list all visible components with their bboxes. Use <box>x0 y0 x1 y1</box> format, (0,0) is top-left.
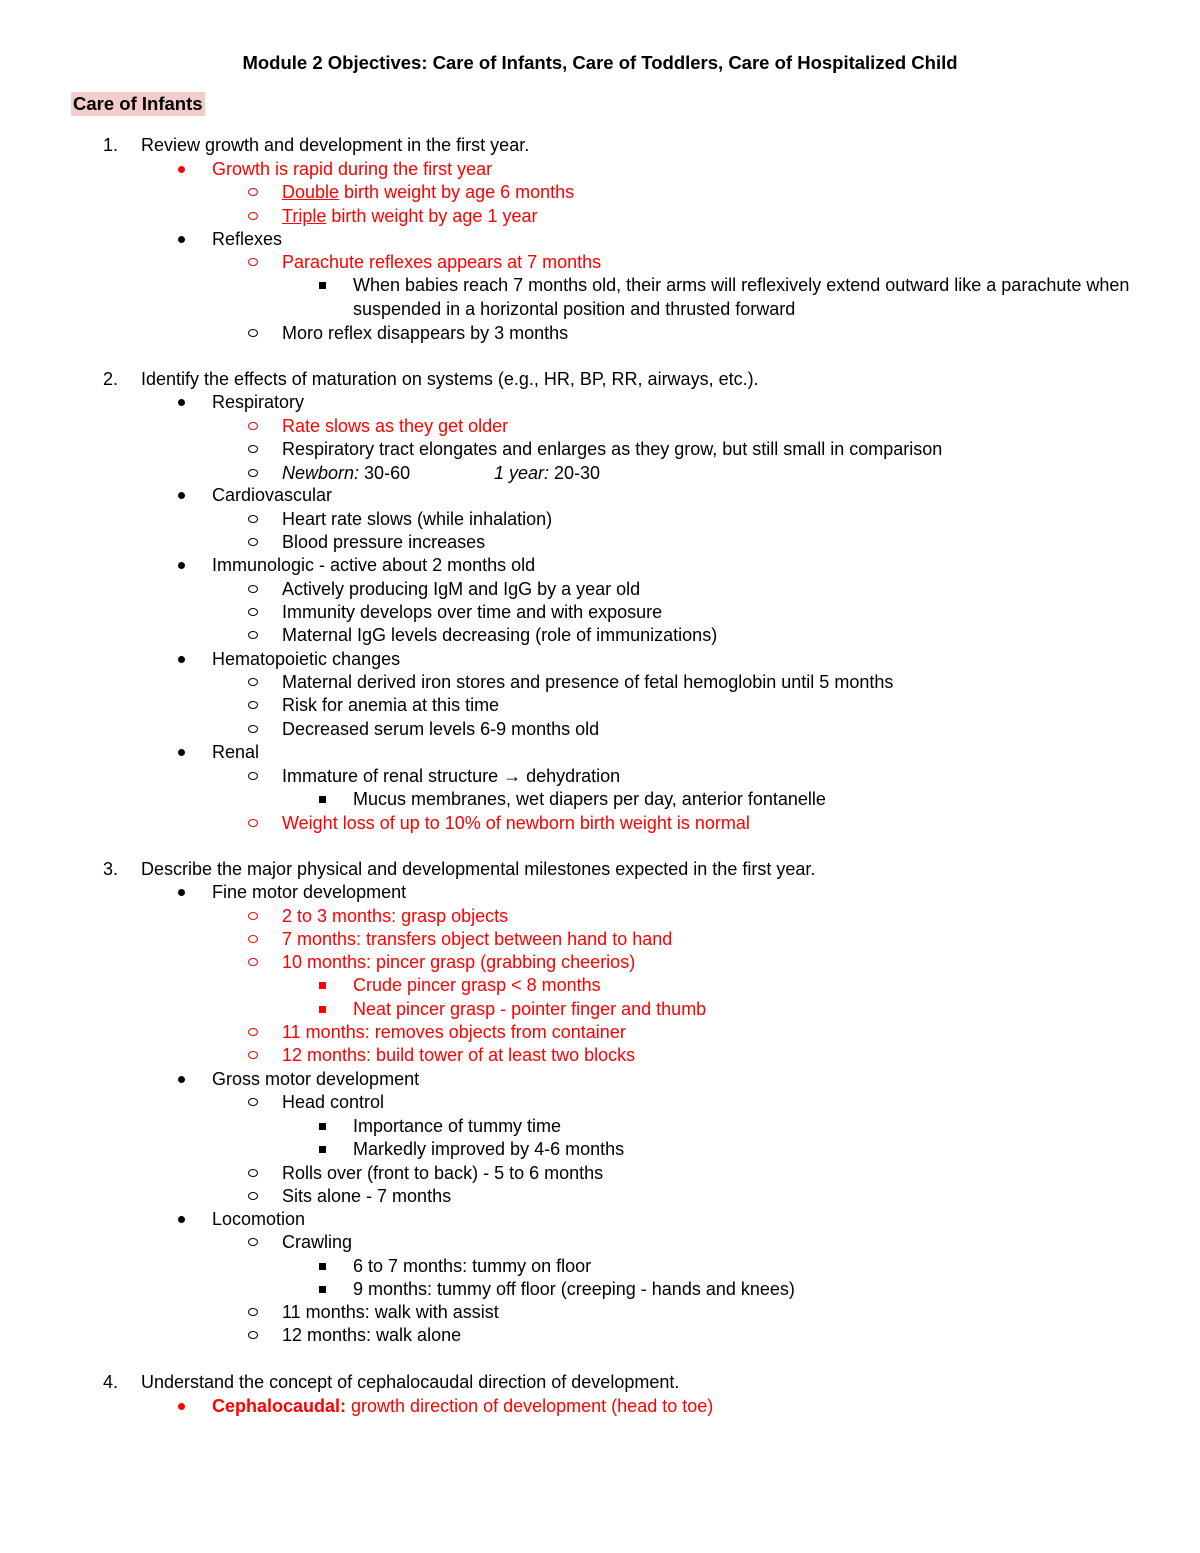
list-item: Immunity develops over time and with exposure <box>282 600 662 624</box>
list-item: Rate slows as they get older <box>282 414 508 438</box>
list-item: Mucus membranes, wet diapers per day, anterior fontanelle <box>353 787 826 811</box>
list-item: Risk for anemia at this time <box>282 693 499 717</box>
list-item: Immunologic - active about 2 months old <box>212 553 535 577</box>
list-item: 10 months: pincer grasp (grabbing cheerios) <box>282 950 635 974</box>
list-item: 11 months: removes objects from container <box>282 1020 626 1044</box>
objective-number: 1. <box>103 135 119 155</box>
list-item: Maternal derived iron stores and presence of fetal hemoglobin until 5 months <box>282 670 893 694</box>
list-item: 7 months: transfers object between hand to hand <box>282 927 672 951</box>
list-item: Crude pincer grasp < 8 months <box>353 973 601 997</box>
objective-text: Describe the major physical and developmental milestones expected in the first year. <box>141 859 816 879</box>
list-item: When babies reach 7 months old, their arms will reflexively extend outward like a parachute when <box>353 273 1129 297</box>
list-item: Renal <box>212 740 259 764</box>
list-item: Maternal IgG levels decreasing (role of immunizations) <box>282 623 717 647</box>
list-item: Respiratory tract elongates and enlarges as they grow, but still small in comparison <box>282 437 942 461</box>
list-item: Head control <box>282 1090 384 1114</box>
list-item: Weight loss of up to 10% of newborn birth weight is normal <box>282 811 750 835</box>
list-item: Sits alone - 7 months <box>282 1184 451 1208</box>
list-item: 11 months: walk with assist <box>282 1300 499 1324</box>
list-item: 6 to 7 months: tummy on floor <box>353 1254 591 1278</box>
objective-number: 2. <box>103 369 119 389</box>
list-item: Triple birth weight by age 1 year <box>282 204 537 228</box>
objective-text: Review growth and development in the first year. <box>141 135 530 155</box>
list-item: Markedly improved by 4-6 months <box>353 1137 624 1161</box>
list-item: Blood pressure increases <box>282 530 485 554</box>
list-item: Importance of tummy time <box>353 1114 561 1138</box>
list-item: 12 months: walk alone <box>282 1323 461 1347</box>
list-item: 12 months: build tower of at least two blocks <box>282 1043 635 1067</box>
list-item: Neat pincer grasp - pointer finger and thumb <box>353 997 706 1021</box>
list-item: Actively producing IgM and IgG by a year old <box>282 577 640 601</box>
objective-number: 4. <box>103 1372 119 1392</box>
list-item: Crawling <box>282 1230 352 1254</box>
list-item: Rolls over (front to back) - 5 to 6 months <box>282 1161 603 1185</box>
list-item: Cephalocaudal: growth direction of development (head to toe) <box>212 1394 713 1418</box>
objective-text: Understand the concept of cephalocaudal direction of development. <box>141 1372 680 1392</box>
list-item: Double birth weight by age 6 months <box>282 180 574 204</box>
list-item: Parachute reflexes appears at 7 months <box>282 250 601 274</box>
list-item: Moro reflex disappears by 3 months <box>282 321 568 345</box>
list-item: 1 year: 20-30 <box>494 463 601 483</box>
list-item: 2 to 3 months: grasp objects <box>282 904 508 928</box>
objective-text: Identify the effects of maturation on systems (e.g., HR, BP, RR, airways, etc.). <box>141 369 759 389</box>
list-item: Hematopoietic changes <box>212 647 400 671</box>
objective-number: 3. <box>103 859 119 879</box>
list-item: Locomotion <box>212 1207 305 1231</box>
list-item: Respiratory <box>212 390 304 414</box>
list-item: 9 months: tummy off floor (creeping - hands and knees) <box>353 1277 795 1301</box>
section-heading: Care of Infants <box>73 93 203 114</box>
list-item: suspended in a horizontal position and thrusted forward <box>353 299 796 319</box>
list-item: Newborn: 30-60 <box>282 461 410 485</box>
list-item: Decreased serum levels 6-9 months old <box>282 717 599 741</box>
list-item: Growth is rapid during the first year <box>212 157 492 181</box>
list-item: Reflexes <box>212 227 282 251</box>
list-item: Cardiovascular <box>212 483 332 507</box>
list-item: Fine motor development <box>212 880 406 904</box>
list-item: Immature of renal structure → dehydration <box>282 764 620 788</box>
page-title: Module 2 Objectives: Care of Infants, Care of Toddlers, Care of Hospitalized Child <box>242 52 958 73</box>
list-item: Gross motor development <box>212 1067 419 1091</box>
list-item: Heart rate slows (while inhalation) <box>282 507 552 531</box>
